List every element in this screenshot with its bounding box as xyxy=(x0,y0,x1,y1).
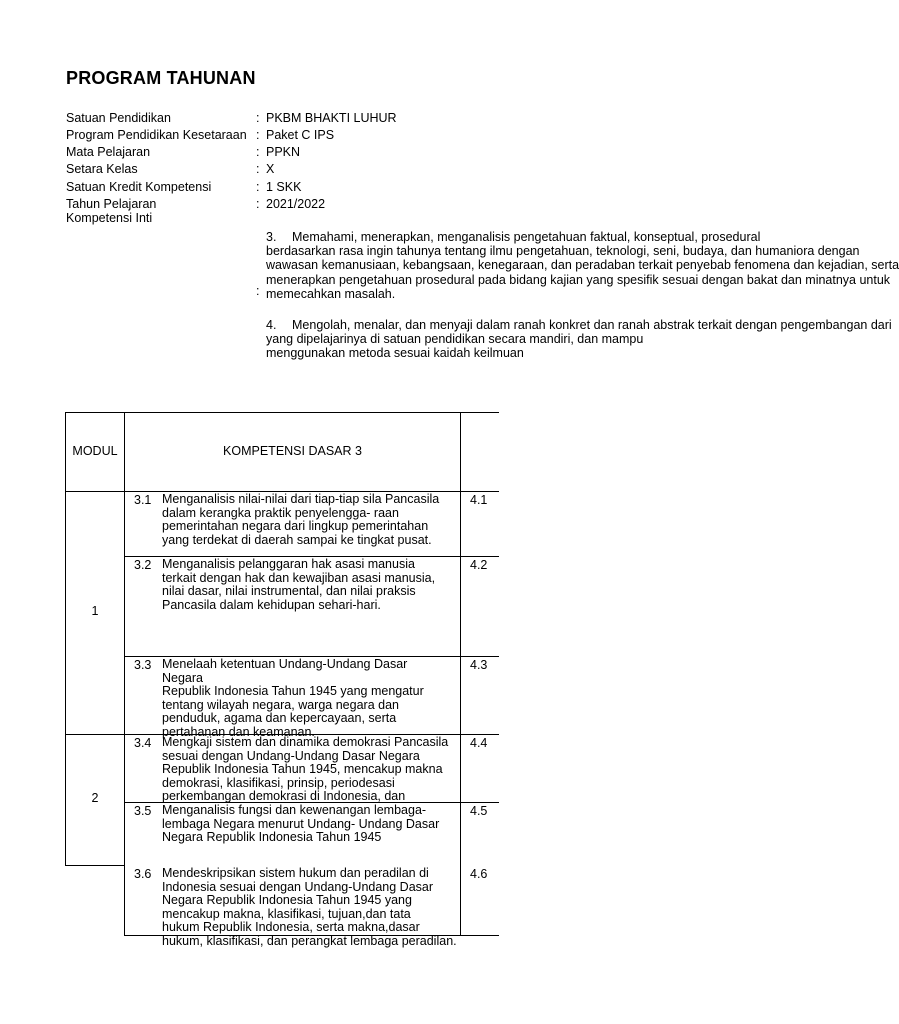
info-value: Paket C IPS xyxy=(266,128,335,142)
ki-text: Memahami, menerapkan, menganalisis pengetahuan faktual, konseptual, prosedural xyxy=(292,230,761,244)
kd3-cell xyxy=(162,804,460,864)
kd3-line: pemerintahan negara dari lingkup pemerintahan xyxy=(162,519,429,534)
info-value: PPKN xyxy=(266,145,301,159)
kd3-line: Negara xyxy=(162,670,203,685)
modul-column-border xyxy=(124,412,125,936)
kd3-line: Indonesia sesuai dengan Undang-Undang Dasar xyxy=(162,879,434,894)
kd3-line: Negara Republik Indonesia Tahun 1945 yang xyxy=(162,893,412,908)
kd3-cell xyxy=(162,493,460,555)
document-title: PROGRAM TAHUNAN xyxy=(66,68,256,88)
info-colon: : xyxy=(256,111,260,125)
kd3-line: dalam kerangka praktik penyelengga- raan xyxy=(162,505,399,520)
kompetensi-inti-label: Kompetensi Inti xyxy=(66,211,153,225)
kd3-line: mencakup makna, klasifikasi, tujuan,dan tata xyxy=(162,906,411,921)
kompetensi-inti-colon: : xyxy=(256,284,260,298)
kd3-line: terkait dengan hak dan kewajiban asasi manusia, xyxy=(162,570,436,585)
header-modul: MODUL xyxy=(72,444,118,458)
info-colon: : xyxy=(256,162,260,176)
info-value: 2021/2022 xyxy=(266,197,326,211)
kd3-number: 3.5 xyxy=(134,804,152,818)
kd3-line: Mendeskripsikan sistem hukum dan peradilan di xyxy=(162,866,429,880)
kd3-text xyxy=(162,658,460,740)
kd3-line: Menganalisis nilai-nilai dari tiap-tiap sila Pancasila xyxy=(162,492,440,506)
info-value: X xyxy=(266,162,275,176)
modul-number: 2 xyxy=(91,791,99,805)
kd3-text xyxy=(162,736,460,804)
kd3-number: 3.4 xyxy=(134,736,152,750)
ki-number: 3. xyxy=(266,230,277,244)
kd3-line: nilai dasar, nilai instrumental, dan nilai praksis xyxy=(162,584,416,599)
kd3-number: 3.2 xyxy=(134,558,152,572)
kd4-number: 4.4 xyxy=(470,736,488,750)
ki-text: menerapkan pengetahuan prosedural pada bidang kajian yang spesifik sesuai dengan bakat dan minatnya untuk xyxy=(266,272,891,287)
kd3-line: sesuai dengan Undang-Undang Dasar Negara xyxy=(162,748,420,763)
kd3-line: Menelaah ketentuan Undang-Undang Dasar xyxy=(162,657,408,671)
kd3-column-border xyxy=(460,412,461,936)
info-label: Satuan Kredit Kompetensi xyxy=(66,180,212,194)
kd3-line: hukum Republik Indonesia, serta makna,dasar xyxy=(162,920,420,935)
kd3-number: 3.6 xyxy=(134,867,152,881)
info-value: 1 SKK xyxy=(266,180,302,194)
ki-text: Mengolah, menalar, dan menyaji dalam ranah konkret dan ranah abstrak terkait dengan pengembangan dari xyxy=(292,318,892,332)
info-colon: : xyxy=(256,180,260,194)
info-label: Satuan Pendidikan xyxy=(66,111,171,125)
ki-text: menggunakan metoda sesuai kaidah keilmuan xyxy=(266,346,524,361)
info-colon: : xyxy=(256,128,260,142)
kd3-text xyxy=(162,558,460,612)
info-colon: : xyxy=(256,197,260,211)
kd4-number: 4.6 xyxy=(470,867,488,881)
kd3-line: Pancasila dalam kehidupan sehari-hari. xyxy=(162,597,381,612)
kd4-number: 4.1 xyxy=(470,493,488,507)
kd3-cell xyxy=(162,558,460,655)
ki-number: 4. xyxy=(266,318,277,332)
kd3-number: 3.3 xyxy=(134,658,152,672)
ki-text: berdasarkan rasa ingin tahunya tentang ilmu pengetahuan, teknologi, seni, budaya, dan humaniora dengan xyxy=(266,244,860,259)
info-label: Mata Pelajaran xyxy=(66,145,151,159)
kd3-line: Menganalisis pelanggaran hak asasi manusia xyxy=(162,557,415,571)
info-label: Setara Kelas xyxy=(66,162,138,176)
kd3-line: Negara Republik Indonesia Tahun 1945 xyxy=(162,830,382,845)
ki-text: wawasan kemanusiaan, kebangsaan, kenegaraan, dan peradaban terkait penyebab fenomena dan kejadian, serta xyxy=(266,258,899,273)
kd4-number: 4.5 xyxy=(470,804,488,818)
table-top-border xyxy=(65,412,499,413)
kd3-line: yang terdekat di daerah sampai ke tingkat pusat. xyxy=(162,532,432,547)
kd3-text xyxy=(162,493,460,547)
kd3-line: demokrasi, klasifikasi, prinsip, periodesasi xyxy=(162,775,395,790)
kd4-number: 4.3 xyxy=(470,658,488,672)
kd3-number: 3.1 xyxy=(134,493,152,507)
kd3-text xyxy=(162,804,460,845)
kd3-line: lembaga Negara menurut Undang- Undang Dasar xyxy=(162,816,440,831)
kd3-line: Menganalisis fungsi dan kewenangan lembaga- xyxy=(162,803,427,817)
modul-bottom-border xyxy=(65,865,125,866)
info-colon: : xyxy=(256,145,260,159)
kd3-line: Republik Indonesia Tahun 1945 yang mengatur xyxy=(162,684,424,699)
kd3-line: pertahanan dan keamanan. xyxy=(162,724,315,739)
kd3-cell xyxy=(162,657,460,739)
kd3-line: hukum, klasifikasi, dan perangkat lembaga peradilan. xyxy=(162,933,457,948)
kd3-line: Republik Indonesia Tahun 1945, mencakup makna xyxy=(162,762,443,777)
kd3-line: perkembangan demokrasi di Indonesia, dan xyxy=(162,789,406,804)
info-label: Program Pendidikan Kesetaraan xyxy=(66,128,247,142)
kd3-line: Mengkaji sistem dan dinamika demokrasi Pancasila xyxy=(162,735,449,749)
kd3-text xyxy=(162,867,460,949)
kd3-cell xyxy=(162,866,460,948)
kd4-number: 4.2 xyxy=(470,558,488,572)
kd3-line: penduduk, agama dan kepercayaan, serta xyxy=(162,711,397,726)
modul-number: 1 xyxy=(91,604,99,618)
kd3-cell xyxy=(162,735,460,804)
ki-text: yang dipelajarinya di satuan pendidikan secara mandiri, dan mampu xyxy=(266,332,644,347)
info-label: Tahun Pelajaran xyxy=(66,197,157,211)
ki-text: memecahkan masalah. xyxy=(266,286,396,301)
kd3-line: tentang wilayah negara, warga negara dan xyxy=(162,697,399,712)
header-kompetensi-dasar-3: KOMPETENSI DASAR 3 xyxy=(223,444,362,458)
info-value: PKBM BHAKTI LUHUR xyxy=(266,111,397,125)
